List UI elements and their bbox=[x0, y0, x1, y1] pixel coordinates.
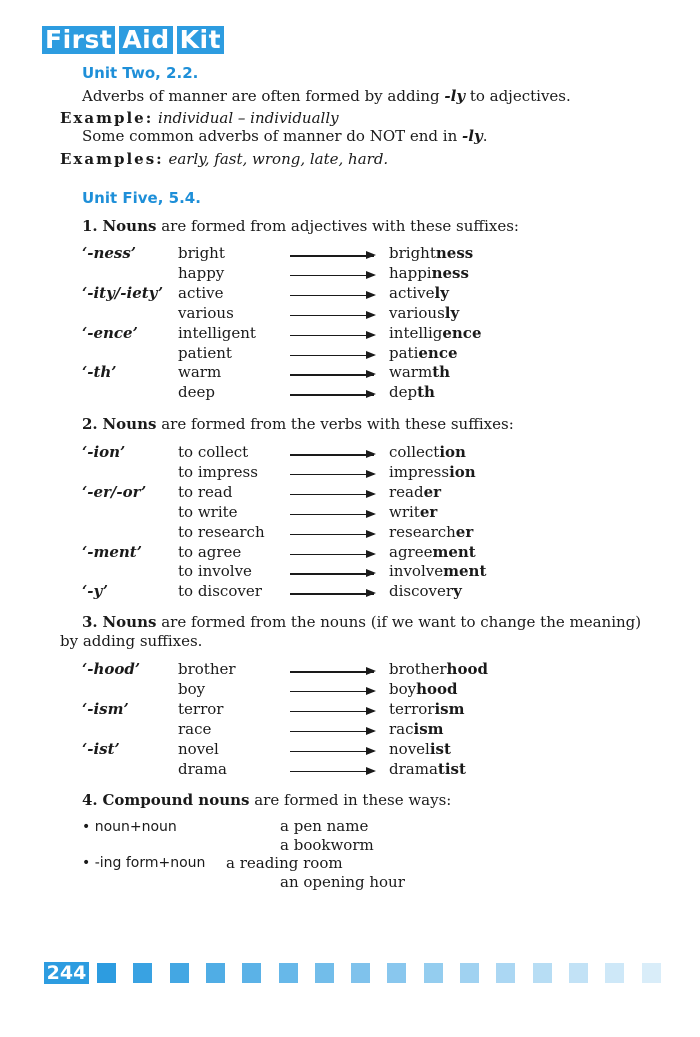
text: to adjectives. bbox=[465, 87, 571, 105]
result-word bbox=[389, 503, 437, 521]
decorative-square bbox=[97, 963, 116, 983]
decorative-square bbox=[351, 963, 370, 983]
arrow-icon bbox=[290, 335, 374, 337]
base-word: to impress bbox=[178, 462, 258, 481]
base-word: deep bbox=[178, 383, 215, 402]
arrow-icon bbox=[290, 275, 374, 277]
arrow-icon bbox=[290, 474, 374, 476]
base-word: to involve bbox=[178, 562, 252, 581]
result-word bbox=[389, 660, 488, 678]
result-suffix: hood bbox=[416, 679, 458, 698]
decorative-square bbox=[387, 963, 406, 983]
base-word: bright bbox=[178, 244, 225, 262]
result-suffix: ment bbox=[443, 562, 487, 581]
result-word bbox=[389, 700, 464, 718]
result-suffix: ness bbox=[431, 263, 469, 282]
section-keyword: Nouns bbox=[102, 415, 157, 433]
examples-text: early, fast, wrong, late, hard. bbox=[168, 150, 389, 168]
example-text: individual – individually bbox=[158, 109, 339, 127]
decorative-square bbox=[279, 963, 298, 983]
arrow-icon bbox=[290, 671, 374, 673]
result-stem: novel bbox=[389, 739, 430, 758]
base-word: warm bbox=[178, 363, 222, 382]
result-word bbox=[389, 562, 486, 580]
base-word: race bbox=[178, 719, 212, 738]
base-word: novel bbox=[178, 739, 219, 758]
base-word: various bbox=[178, 303, 234, 322]
decorative-square bbox=[533, 963, 552, 983]
result-word bbox=[389, 463, 476, 481]
result-suffix: ist bbox=[429, 739, 451, 758]
suffix-label: ‘-er/-or’ bbox=[82, 482, 147, 501]
result-word bbox=[389, 443, 466, 461]
arrow-icon bbox=[290, 454, 374, 456]
formation-row bbox=[0, 523, 700, 543]
result-suffix: ly bbox=[434, 283, 449, 302]
title-word: First bbox=[42, 26, 115, 54]
arrow-icon bbox=[290, 554, 374, 556]
result-stem: terror bbox=[389, 699, 435, 718]
result-stem: collect bbox=[389, 443, 440, 461]
unit-five-heading: Unit Five, 5.4. bbox=[82, 189, 201, 207]
example-line bbox=[60, 109, 339, 127]
formation-row bbox=[0, 443, 700, 463]
result-word bbox=[389, 304, 459, 322]
result-suffix: y bbox=[453, 582, 462, 601]
result-stem: rac bbox=[389, 719, 414, 738]
examples-line bbox=[60, 150, 388, 168]
result-word bbox=[389, 760, 466, 778]
base-word: happy bbox=[178, 263, 225, 282]
result-stem: read bbox=[389, 482, 424, 501]
section-keyword: Nouns bbox=[102, 613, 157, 631]
result-word bbox=[389, 324, 482, 342]
decorative-square bbox=[496, 963, 515, 983]
formation-row bbox=[0, 582, 700, 602]
text: are formed from adjectives with these suffixes: bbox=[156, 217, 519, 235]
section-keyword: Nouns bbox=[102, 217, 157, 235]
result-stem: research bbox=[389, 522, 456, 541]
suffix-label: ‘-ist’ bbox=[82, 739, 120, 758]
page-number: 244 bbox=[44, 962, 89, 984]
base-word: to discover bbox=[178, 582, 262, 601]
text: are formed in these ways: bbox=[249, 791, 452, 809]
unit-two-heading: Unit Two, 2.2. bbox=[82, 64, 199, 82]
decorative-square bbox=[642, 963, 661, 983]
compound-example: a pen name bbox=[280, 817, 369, 835]
base-word: to write bbox=[178, 502, 238, 521]
result-suffix: tist bbox=[437, 759, 466, 778]
suffix-label: ‘-hood’ bbox=[82, 660, 141, 678]
result-suffix: er bbox=[419, 502, 438, 521]
result-suffix: th bbox=[417, 383, 435, 402]
arrow-icon bbox=[290, 691, 374, 693]
result-suffix: ence bbox=[418, 343, 458, 362]
result-suffix: ion bbox=[449, 462, 476, 481]
formation-row bbox=[0, 463, 700, 483]
arrow-icon bbox=[290, 771, 374, 773]
result-stem: brother bbox=[389, 660, 447, 678]
result-word bbox=[389, 523, 473, 541]
section-number: 2. bbox=[82, 415, 98, 433]
title-word: Aid bbox=[119, 26, 172, 54]
result-suffix: ly bbox=[444, 303, 460, 322]
formation-row bbox=[0, 344, 700, 364]
result-suffix: ion bbox=[439, 443, 466, 461]
title-word: Kit bbox=[177, 26, 224, 54]
suffix-label: ‘-ism’ bbox=[82, 699, 129, 718]
formation-row bbox=[0, 264, 700, 284]
result-word bbox=[389, 740, 451, 758]
arrow-icon bbox=[290, 731, 374, 733]
result-stem: pati bbox=[389, 343, 419, 362]
result-stem: active bbox=[389, 283, 435, 302]
formation-row bbox=[0, 720, 700, 740]
arrow-icon bbox=[290, 255, 374, 257]
formation-row bbox=[0, 760, 700, 780]
decorative-square bbox=[206, 963, 225, 983]
base-word: terror bbox=[178, 699, 224, 718]
result-suffix: ness bbox=[435, 244, 474, 262]
base-word: brother bbox=[178, 660, 236, 678]
base-word: to agree bbox=[178, 542, 242, 561]
text: are formed from the nouns (if we want to change the meaning) bbox=[156, 613, 642, 631]
text: Some common adverbs of manner do NOT end in bbox=[82, 127, 463, 145]
base-word: active bbox=[178, 283, 224, 302]
suffix-label: ‘-th’ bbox=[82, 363, 117, 382]
result-stem: writ bbox=[389, 502, 420, 521]
decorative-square bbox=[605, 963, 624, 983]
base-word: to read bbox=[178, 482, 233, 501]
formation-row bbox=[0, 503, 700, 523]
formation-row bbox=[0, 660, 700, 680]
result-stem: bright bbox=[389, 244, 436, 262]
rule-line bbox=[82, 127, 487, 145]
suffix-label: ‘-y’ bbox=[82, 582, 108, 601]
section-keyword: Compound nouns bbox=[102, 791, 250, 809]
result-stem: impress bbox=[389, 462, 450, 481]
compound-example: an opening hour bbox=[280, 873, 405, 891]
base-word: boy bbox=[178, 679, 206, 698]
result-suffix: er bbox=[423, 482, 442, 501]
suffix-label: ‘-ity/-iety’ bbox=[82, 283, 164, 302]
suffix-label: ‘-ness’ bbox=[82, 244, 137, 262]
result-suffix: ence bbox=[442, 323, 482, 342]
result-stem: boy bbox=[389, 679, 417, 698]
formation-row bbox=[0, 543, 700, 563]
arrow-icon bbox=[290, 593, 374, 595]
section-number: 1. bbox=[82, 217, 98, 235]
result-word bbox=[389, 344, 458, 362]
arrow-icon bbox=[290, 573, 374, 575]
arrow-icon bbox=[290, 315, 374, 317]
arrow-icon bbox=[290, 394, 374, 396]
rule-line bbox=[82, 87, 571, 105]
formation-row bbox=[0, 304, 700, 324]
result-suffix: ism bbox=[434, 699, 465, 718]
result-stem: intellig bbox=[389, 323, 443, 342]
compound-example: a reading room bbox=[226, 854, 343, 872]
result-word bbox=[389, 543, 476, 561]
arrow-icon bbox=[290, 494, 374, 496]
formation-row bbox=[0, 363, 700, 383]
formation-row bbox=[0, 562, 700, 582]
result-stem: discover bbox=[389, 582, 454, 601]
decorative-square bbox=[315, 963, 334, 983]
examples-label: Examples: bbox=[60, 150, 164, 168]
compound-type: • -ing form+noun bbox=[82, 855, 206, 871]
compound-type: • noun+noun bbox=[82, 819, 177, 835]
arrow-icon bbox=[290, 751, 374, 753]
example-label: Example: bbox=[60, 109, 154, 127]
result-stem: happi bbox=[389, 263, 432, 282]
result-word bbox=[389, 483, 441, 501]
formation-row bbox=[0, 483, 700, 503]
section-number: 3. bbox=[82, 613, 98, 631]
base-word: drama bbox=[178, 759, 227, 778]
result-word bbox=[389, 284, 449, 302]
page-title bbox=[42, 26, 224, 54]
result-suffix: th bbox=[432, 363, 451, 382]
result-suffix: ment bbox=[432, 542, 476, 561]
result-stem: various bbox=[389, 303, 445, 322]
result-word bbox=[389, 720, 444, 738]
base-word: intelligent bbox=[178, 323, 256, 342]
decorative-square bbox=[170, 963, 189, 983]
suffix: -ly bbox=[444, 87, 466, 105]
base-word: to research bbox=[178, 522, 265, 541]
result-suffix: er bbox=[455, 522, 474, 541]
section-1-intro bbox=[82, 217, 519, 235]
formation-row bbox=[0, 244, 700, 264]
formation-row bbox=[0, 700, 700, 720]
suffix-label: ‘-ion’ bbox=[82, 443, 126, 461]
decorative-square bbox=[460, 963, 479, 983]
result-word bbox=[389, 264, 469, 282]
compound-example: a bookworm bbox=[280, 836, 374, 854]
result-word bbox=[389, 363, 450, 381]
arrow-icon bbox=[290, 711, 374, 713]
section-number: 4. bbox=[82, 791, 98, 809]
decorative-square bbox=[242, 963, 261, 983]
section-2-intro bbox=[82, 415, 514, 433]
base-word: to collect bbox=[178, 443, 249, 461]
decorative-square bbox=[569, 963, 588, 983]
formation-row bbox=[0, 680, 700, 700]
result-stem: agree bbox=[389, 542, 433, 561]
base-word: patient bbox=[178, 343, 232, 362]
section-4-intro bbox=[82, 791, 451, 809]
result-word bbox=[389, 383, 435, 401]
arrow-icon bbox=[290, 374, 374, 376]
formation-row bbox=[0, 324, 700, 344]
suffix-label: ‘-ence’ bbox=[82, 323, 138, 342]
suffix-label: ‘-ment’ bbox=[82, 542, 142, 561]
arrow-icon bbox=[290, 514, 374, 516]
result-word bbox=[389, 582, 462, 600]
text: . bbox=[482, 127, 488, 145]
section-3-intro bbox=[82, 613, 641, 631]
result-suffix: ism bbox=[413, 719, 444, 738]
text: are formed from the verbs with these suffixes: bbox=[156, 415, 514, 433]
decorative-square bbox=[133, 963, 152, 983]
suffix: -ly bbox=[462, 127, 483, 145]
section-3-intro-cont: by adding suffixes. bbox=[60, 632, 203, 650]
formation-row bbox=[0, 284, 700, 304]
result-stem: warm bbox=[389, 363, 433, 382]
result-word bbox=[389, 680, 458, 698]
formation-row bbox=[0, 383, 700, 403]
text: Adverbs of manner are often formed by adding bbox=[82, 87, 445, 105]
result-stem: dep bbox=[389, 383, 418, 402]
result-word bbox=[389, 244, 473, 262]
decorative-square bbox=[424, 963, 443, 983]
arrow-icon bbox=[290, 355, 374, 357]
result-stem: drama bbox=[389, 759, 438, 778]
arrow-icon bbox=[290, 295, 374, 297]
result-stem: involve bbox=[389, 562, 444, 581]
result-suffix: hood bbox=[446, 660, 488, 678]
arrow-icon bbox=[290, 534, 374, 536]
formation-row bbox=[0, 740, 700, 760]
